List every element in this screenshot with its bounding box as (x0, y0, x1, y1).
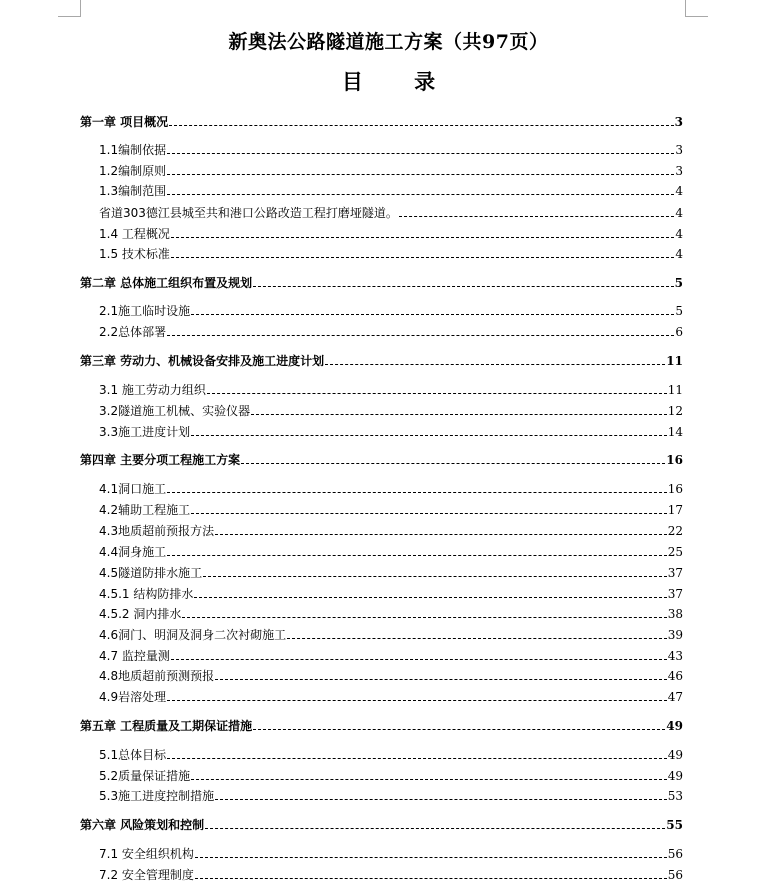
toc-page-number: 17 (667, 503, 683, 517)
toc-leader-dots (167, 555, 667, 556)
toc-section-entry[interactable] (0, 224, 777, 242)
toc-entry-line (80, 351, 683, 369)
toc-leader-dots (287, 638, 667, 639)
toc-section-entry[interactable] (0, 542, 777, 560)
toc-section-entry[interactable] (0, 646, 777, 664)
toc-section-entry[interactable] (0, 584, 777, 602)
toc-page-number: 12 (667, 404, 683, 418)
toc-page-number: 14 (667, 425, 683, 439)
toc-entry-label: 7.1 安全组织机构 (99, 847, 194, 861)
toc-entry-line (99, 542, 683, 560)
toc-leader-dots (167, 758, 667, 759)
toc-page-number: 25 (667, 545, 683, 559)
toc-page-number: 5 (674, 276, 683, 290)
toc-entry-label: 1.1编制依据 (99, 143, 167, 157)
toc-entry-line (99, 786, 683, 804)
toc-page-number: 5 (675, 304, 683, 318)
toc-page-number: 11 (666, 354, 683, 368)
toc-section-entry[interactable] (0, 625, 777, 643)
toc-entry-label: 4.3地质超前预报方法 (99, 524, 215, 538)
toc-leader-dots (207, 393, 667, 394)
toc-section-entry[interactable] (0, 687, 777, 705)
toc-entry-line (99, 646, 683, 664)
toc-entry-line (99, 422, 683, 440)
toc-section-entry[interactable] (0, 203, 777, 221)
toc-entry-line (99, 563, 683, 581)
toc-section-entry[interactable] (0, 666, 777, 684)
toc-entry-label: 5.2质量保证措施 (99, 769, 191, 783)
toc-chapter-entry[interactable] (0, 273, 777, 291)
toc-section-entry[interactable] (0, 401, 777, 419)
toc-entry-line (99, 301, 683, 319)
toc-entry-label: 4.8地质超前预测预报 (99, 669, 215, 683)
toc-page-number: 43 (667, 649, 683, 663)
toc-entry-line (99, 766, 683, 784)
toc-leader-dots (241, 463, 665, 464)
document-title: 新奥法公路隧道施工方案（共97页） (228, 31, 549, 53)
toc-entry-line (80, 112, 683, 130)
toc-entry-line (80, 815, 683, 833)
toc-leader-dots (191, 435, 667, 436)
toc-entry-line (99, 865, 683, 883)
toc-page-number: 16 (667, 482, 683, 496)
toc-leader-dots (251, 414, 667, 415)
page-corner-mark-top-left (58, 0, 81, 17)
toc-section-entry[interactable] (0, 244, 777, 262)
toc-page-number: 55 (666, 818, 683, 832)
toc-entry-label: 4.7 监控量测 (99, 649, 170, 663)
toc-entry-label: 第六章 风险策划和控制 (80, 818, 205, 832)
toc-entry-line (80, 450, 683, 468)
toc-leader-dots (191, 779, 667, 780)
toc-page-number: 4 (675, 247, 683, 261)
toc-entry-label: 4.9岩溶处理 (99, 690, 167, 704)
toc-entry-line (99, 666, 683, 684)
toc-page-number: 3 (674, 115, 683, 129)
toc-entry-label: 3.3施工进度计划 (99, 425, 191, 439)
toc-entry-label: 省道303德江县城至共和港口公路改造工程打磨垭隧道。 (99, 206, 398, 220)
toc-entry-label: 4.6洞门、明洞及洞身二次衬砌施工 (99, 628, 287, 642)
toc-leader-dots (171, 257, 674, 258)
toc-section-entry[interactable] (0, 786, 777, 804)
toc-leader-dots (191, 314, 674, 315)
toc-leader-dots (167, 700, 667, 701)
toc-entry-line (99, 140, 683, 158)
toc-section-entry[interactable] (0, 521, 777, 539)
toc-page-number: 56 (667, 847, 683, 861)
toc-chapter-entry[interactable] (0, 112, 777, 130)
toc-entry-label: 7.2 安全管理制度 (99, 868, 194, 882)
toc-entry-line (99, 380, 683, 398)
toc-page-number: 39 (667, 628, 683, 642)
toc-leader-dots (325, 364, 665, 365)
toc-section-entry[interactable] (0, 844, 777, 862)
toc-entry-label: 第三章 劳动力、机械设备安排及施工进度计划 (80, 354, 325, 368)
toc-page-number: 37 (667, 587, 683, 601)
toc-section-entry[interactable] (0, 766, 777, 784)
toc-entry-label: 4.2辅助工程施工 (99, 503, 191, 517)
toc-chapter-entry[interactable] (0, 351, 777, 369)
toc-chapter-entry[interactable] (0, 716, 777, 734)
toc-entry-line (99, 203, 683, 221)
toc-leader-dots (167, 153, 674, 154)
toc-page-number: 22 (667, 524, 683, 538)
toc-section-entry[interactable] (0, 140, 777, 158)
toc-entry-line (99, 181, 683, 199)
page-corner-mark-top-right (685, 0, 708, 17)
toc-leader-dots (167, 174, 674, 175)
toc-leader-dots (205, 828, 665, 829)
toc-section-entry[interactable] (0, 322, 777, 340)
toc-section-entry[interactable] (0, 865, 777, 883)
toc-entry-label: 1.5 技术标准 (99, 247, 170, 261)
toc-entry-label: 5.1总体目标 (99, 748, 167, 762)
toc-section-entry[interactable] (0, 301, 777, 319)
toc-entry-label: 2.1施工临时设施 (99, 304, 191, 318)
toc-leader-dots (194, 597, 666, 598)
toc-section-entry[interactable] (0, 745, 777, 763)
toc-section-entry[interactable] (0, 380, 777, 398)
toc-entry-label: 第二章 总体施工组织布置及规划 (80, 276, 253, 290)
toc-leader-dots (215, 799, 667, 800)
toc-leader-dots (203, 576, 667, 577)
toc-entry-line (99, 161, 683, 179)
toc-entry-line (99, 745, 683, 763)
toc-leader-dots (253, 286, 673, 287)
toc-entry-label: 第五章 工程质量及工期保证措施 (80, 719, 253, 733)
toc-entry-line (99, 322, 683, 340)
toc-section-entry[interactable] (0, 181, 777, 199)
toc-entry-label: 第一章 项目概况 (80, 115, 169, 129)
toc-entry-label: 3.2隧道施工机械、实验仪器 (99, 404, 251, 418)
toc-section-entry[interactable] (0, 479, 777, 497)
toc-page-number: 4 (675, 227, 683, 241)
toc-entry-label: 4.5隧道防排水施工 (99, 566, 203, 580)
toc-section-entry[interactable] (0, 422, 777, 440)
toc-entry-label: 2.2总体部署 (99, 325, 167, 339)
toc-leader-dots (171, 237, 674, 238)
toc-entry-line (99, 625, 683, 643)
toc-entry-label: 第四章 主要分项工程施工方案 (80, 453, 241, 467)
toc-entry-line (99, 584, 683, 602)
toc-entry-label: 4.1洞口施工 (99, 482, 167, 496)
toc-leader-dots (182, 617, 666, 618)
toc-entry-line (99, 844, 683, 862)
toc-entry-line (99, 479, 683, 497)
toc-chapter-entry[interactable] (0, 815, 777, 833)
toc-heading: 目 录 (341, 69, 458, 94)
toc-leader-dots (171, 659, 667, 660)
toc-page-number: 4 (675, 184, 683, 198)
toc-section-entry[interactable] (0, 500, 777, 518)
toc-entry-label: 4.4洞身施工 (99, 545, 167, 559)
toc-leader-dots (167, 492, 667, 493)
toc-leader-dots (399, 216, 674, 217)
toc-page-number: 11 (667, 383, 683, 397)
toc-section-entry[interactable] (0, 604, 777, 622)
toc-leader-dots (167, 335, 674, 336)
toc-entry-line (99, 604, 683, 622)
toc-entry-label: 4.5.1 结构防排水 (99, 587, 194, 601)
toc-leader-dots (167, 194, 674, 195)
toc-section-entry[interactable] (0, 563, 777, 581)
toc-page-number: 4 (675, 206, 683, 220)
toc-page-number: 3 (675, 143, 683, 157)
toc-page-number: 49 (667, 748, 683, 762)
toc-page-number: 37 (667, 566, 683, 580)
toc-chapter-entry[interactable] (0, 450, 777, 468)
toc-entry-line (99, 244, 683, 262)
toc-entry-label: 1.2编制原则 (99, 164, 167, 178)
toc-page-number: 16 (666, 453, 683, 467)
toc-leader-dots (195, 857, 667, 858)
toc-page-number: 46 (667, 669, 683, 683)
toc-entry-line (80, 273, 683, 291)
toc-page-number: 38 (667, 607, 683, 621)
toc-entry-label: 1.3编制范围 (99, 184, 167, 198)
toc-page-number: 47 (667, 690, 683, 704)
toc-entry-line (99, 224, 683, 242)
toc-entry-line (99, 687, 683, 705)
toc-entry-label: 4.5.2 洞内排水 (99, 607, 182, 621)
toc-entry-line (99, 401, 683, 419)
toc-entry-line (99, 500, 683, 518)
toc-leader-dots (253, 729, 665, 730)
toc-entry-line (99, 521, 683, 539)
toc-leader-dots (215, 534, 667, 535)
toc-entry-line (80, 716, 683, 734)
toc-leader-dots (191, 513, 667, 514)
toc-section-entry[interactable] (0, 161, 777, 179)
toc-leader-dots (169, 125, 673, 126)
toc-leader-dots (195, 878, 667, 879)
toc-page-number: 49 (667, 769, 683, 783)
toc-page-number: 56 (667, 868, 683, 882)
toc-page-number: 3 (675, 164, 683, 178)
toc-page-number: 53 (667, 789, 683, 803)
toc-entry-label: 1.4 工程概况 (99, 227, 170, 241)
toc-page-number: 6 (675, 325, 683, 339)
toc-leader-dots (215, 679, 667, 680)
toc-entry-label: 3.1 施工劳动力组织 (99, 383, 206, 397)
toc-page-number: 49 (666, 719, 683, 733)
toc-entry-label: 5.3施工进度控制措施 (99, 789, 215, 803)
